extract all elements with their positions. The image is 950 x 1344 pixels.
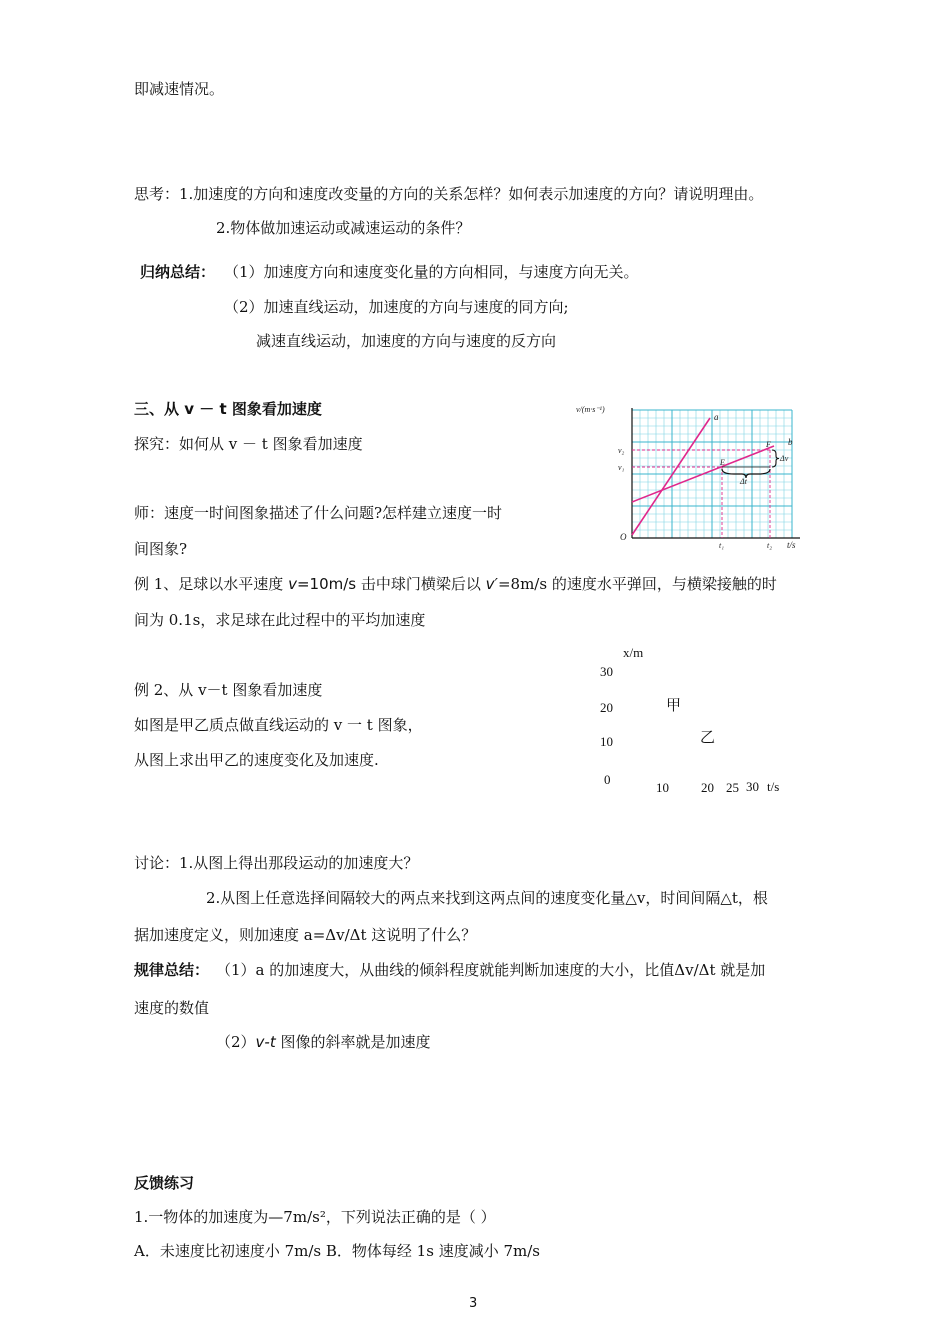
y-axis-label: x/m bbox=[623, 645, 644, 660]
velocity-prime-symbol: v′ bbox=[485, 575, 498, 593]
velocity-symbol: v bbox=[288, 575, 297, 593]
example-1-prefix: 例 1、足球以水平速度 bbox=[134, 575, 289, 593]
point-e-label: E bbox=[720, 458, 725, 467]
rule-item-2 bbox=[216, 1032, 431, 1052]
summary-item-2: （2）加速直线运动，加速度的方向与速度的同方向; bbox=[224, 298, 569, 316]
summary-label: 归纳总结： bbox=[140, 263, 216, 281]
x-tick-30: 30 bbox=[746, 779, 759, 794]
text-line: 即减速情况。 bbox=[134, 80, 225, 98]
y-tick-30: 30 bbox=[600, 664, 613, 679]
dt-label: Δt bbox=[740, 477, 747, 486]
y-tick-10: 10 bbox=[600, 734, 613, 749]
example-2-line-2: 如图是甲乙质点做直线运动的 v 一 t 图象， bbox=[134, 716, 423, 734]
question-1: 1.一物体的加速度为—7m/s²，下列说法正确的是（ ） bbox=[134, 1208, 496, 1226]
line-a-label: a bbox=[714, 412, 719, 422]
example-1-line-2: 间为 0.1s，求足球在此过程中的平均加速度 bbox=[134, 611, 426, 629]
section-heading: 三、从 v － t 图象看加速度 bbox=[134, 400, 322, 418]
origin-label: 0 bbox=[604, 772, 611, 787]
explore-text: 探究：如何从 v － t 图象看加速度 bbox=[134, 435, 363, 453]
example-1-middle: =10m/s 击中球门横梁后以 bbox=[296, 575, 486, 593]
feedback-heading: 反馈练习 bbox=[134, 1174, 195, 1192]
line-b-label: b bbox=[788, 437, 793, 447]
rule-item-2-prefix: （2） bbox=[216, 1033, 256, 1051]
series-jia-label: 甲 bbox=[666, 698, 682, 714]
summary-item-1: （1）加速度方向和速度变化量的方向相同，与速度方向无关。 bbox=[224, 263, 639, 281]
question-1-options: A．未速度比初速度小 7m/s B．物体每经 1s 速度减小 7m/s bbox=[134, 1242, 540, 1260]
example-2-line-1: 例 2、从 v－t 图象看加速度 bbox=[134, 681, 323, 699]
x-tick-10: 10 bbox=[656, 780, 669, 795]
vt-symbol: v-t bbox=[255, 1033, 276, 1051]
t1-label: t₁ bbox=[719, 541, 725, 550]
origin-label: O bbox=[620, 532, 627, 542]
summary-item-3: 减速直线运动，加速度的方向与速度的反方向 bbox=[256, 332, 557, 350]
teacher-text-1: 师：速度一时间图象描述了什么问题?怎样建立速度一时 bbox=[134, 504, 503, 522]
think-question-2: 2.物体做加速运动或减速运动的条件？ bbox=[216, 219, 471, 237]
vt-diagram bbox=[574, 388, 814, 553]
x-axis-label: t/s bbox=[767, 779, 780, 794]
rule-item-1-cont: 速度的数值 bbox=[134, 999, 210, 1017]
teacher-text-2: 间图象? bbox=[134, 540, 188, 558]
rule-item-1: （1）a 的加速度大，从曲线的倾斜程度就能判断加速度的大小，比值Δv/Δt 就是加 bbox=[216, 961, 766, 979]
v2-label: v₂ bbox=[618, 446, 625, 455]
x-tick-25: 25 bbox=[726, 780, 739, 795]
rule-label: 规律总结： bbox=[134, 961, 210, 979]
think-question-1: 思考：1.加速度的方向和速度改变量的方向的关系怎样？如何表示加速度的方向？请说明理由。 bbox=[134, 185, 764, 203]
dv-brace bbox=[772, 450, 779, 467]
example-1-line-1 bbox=[134, 574, 777, 594]
discussion-1: 讨论：1.从图上得出那段运动的加速度大？ bbox=[134, 854, 419, 872]
example-1-suffix: =8m/s 的速度水平弹回，与横梁接触的时 bbox=[497, 575, 777, 593]
example-2-line-3: 从图上求出甲乙的速度变化及加速度. bbox=[134, 751, 379, 769]
point-f-label: F bbox=[766, 440, 771, 449]
y-axis-label: v/(m·s⁻¹) bbox=[576, 405, 605, 414]
v1-label: v₁ bbox=[618, 463, 625, 472]
x-axis-label: t/s bbox=[787, 540, 796, 550]
rule-item-2-suffix: 图像的斜率就是加速度 bbox=[275, 1033, 431, 1051]
series-yi-label: 乙 bbox=[700, 730, 716, 746]
page-number: 3 bbox=[469, 1296, 478, 1311]
t2-label: t₂ bbox=[767, 541, 773, 550]
y-tick-20: 20 bbox=[600, 700, 613, 715]
xt-graph bbox=[590, 640, 800, 810]
x-tick-20: 20 bbox=[701, 780, 714, 795]
discussion-2: 2.从图上任意选择间隔较大的两点来找到这两点间的速度变化量△v，时间间隔△t，根 bbox=[206, 889, 768, 907]
discussion-3: 据加速度定义，则加速度 a=Δv/Δt 这说明了什么？ bbox=[134, 926, 477, 944]
dv-label: Δv bbox=[780, 454, 789, 463]
